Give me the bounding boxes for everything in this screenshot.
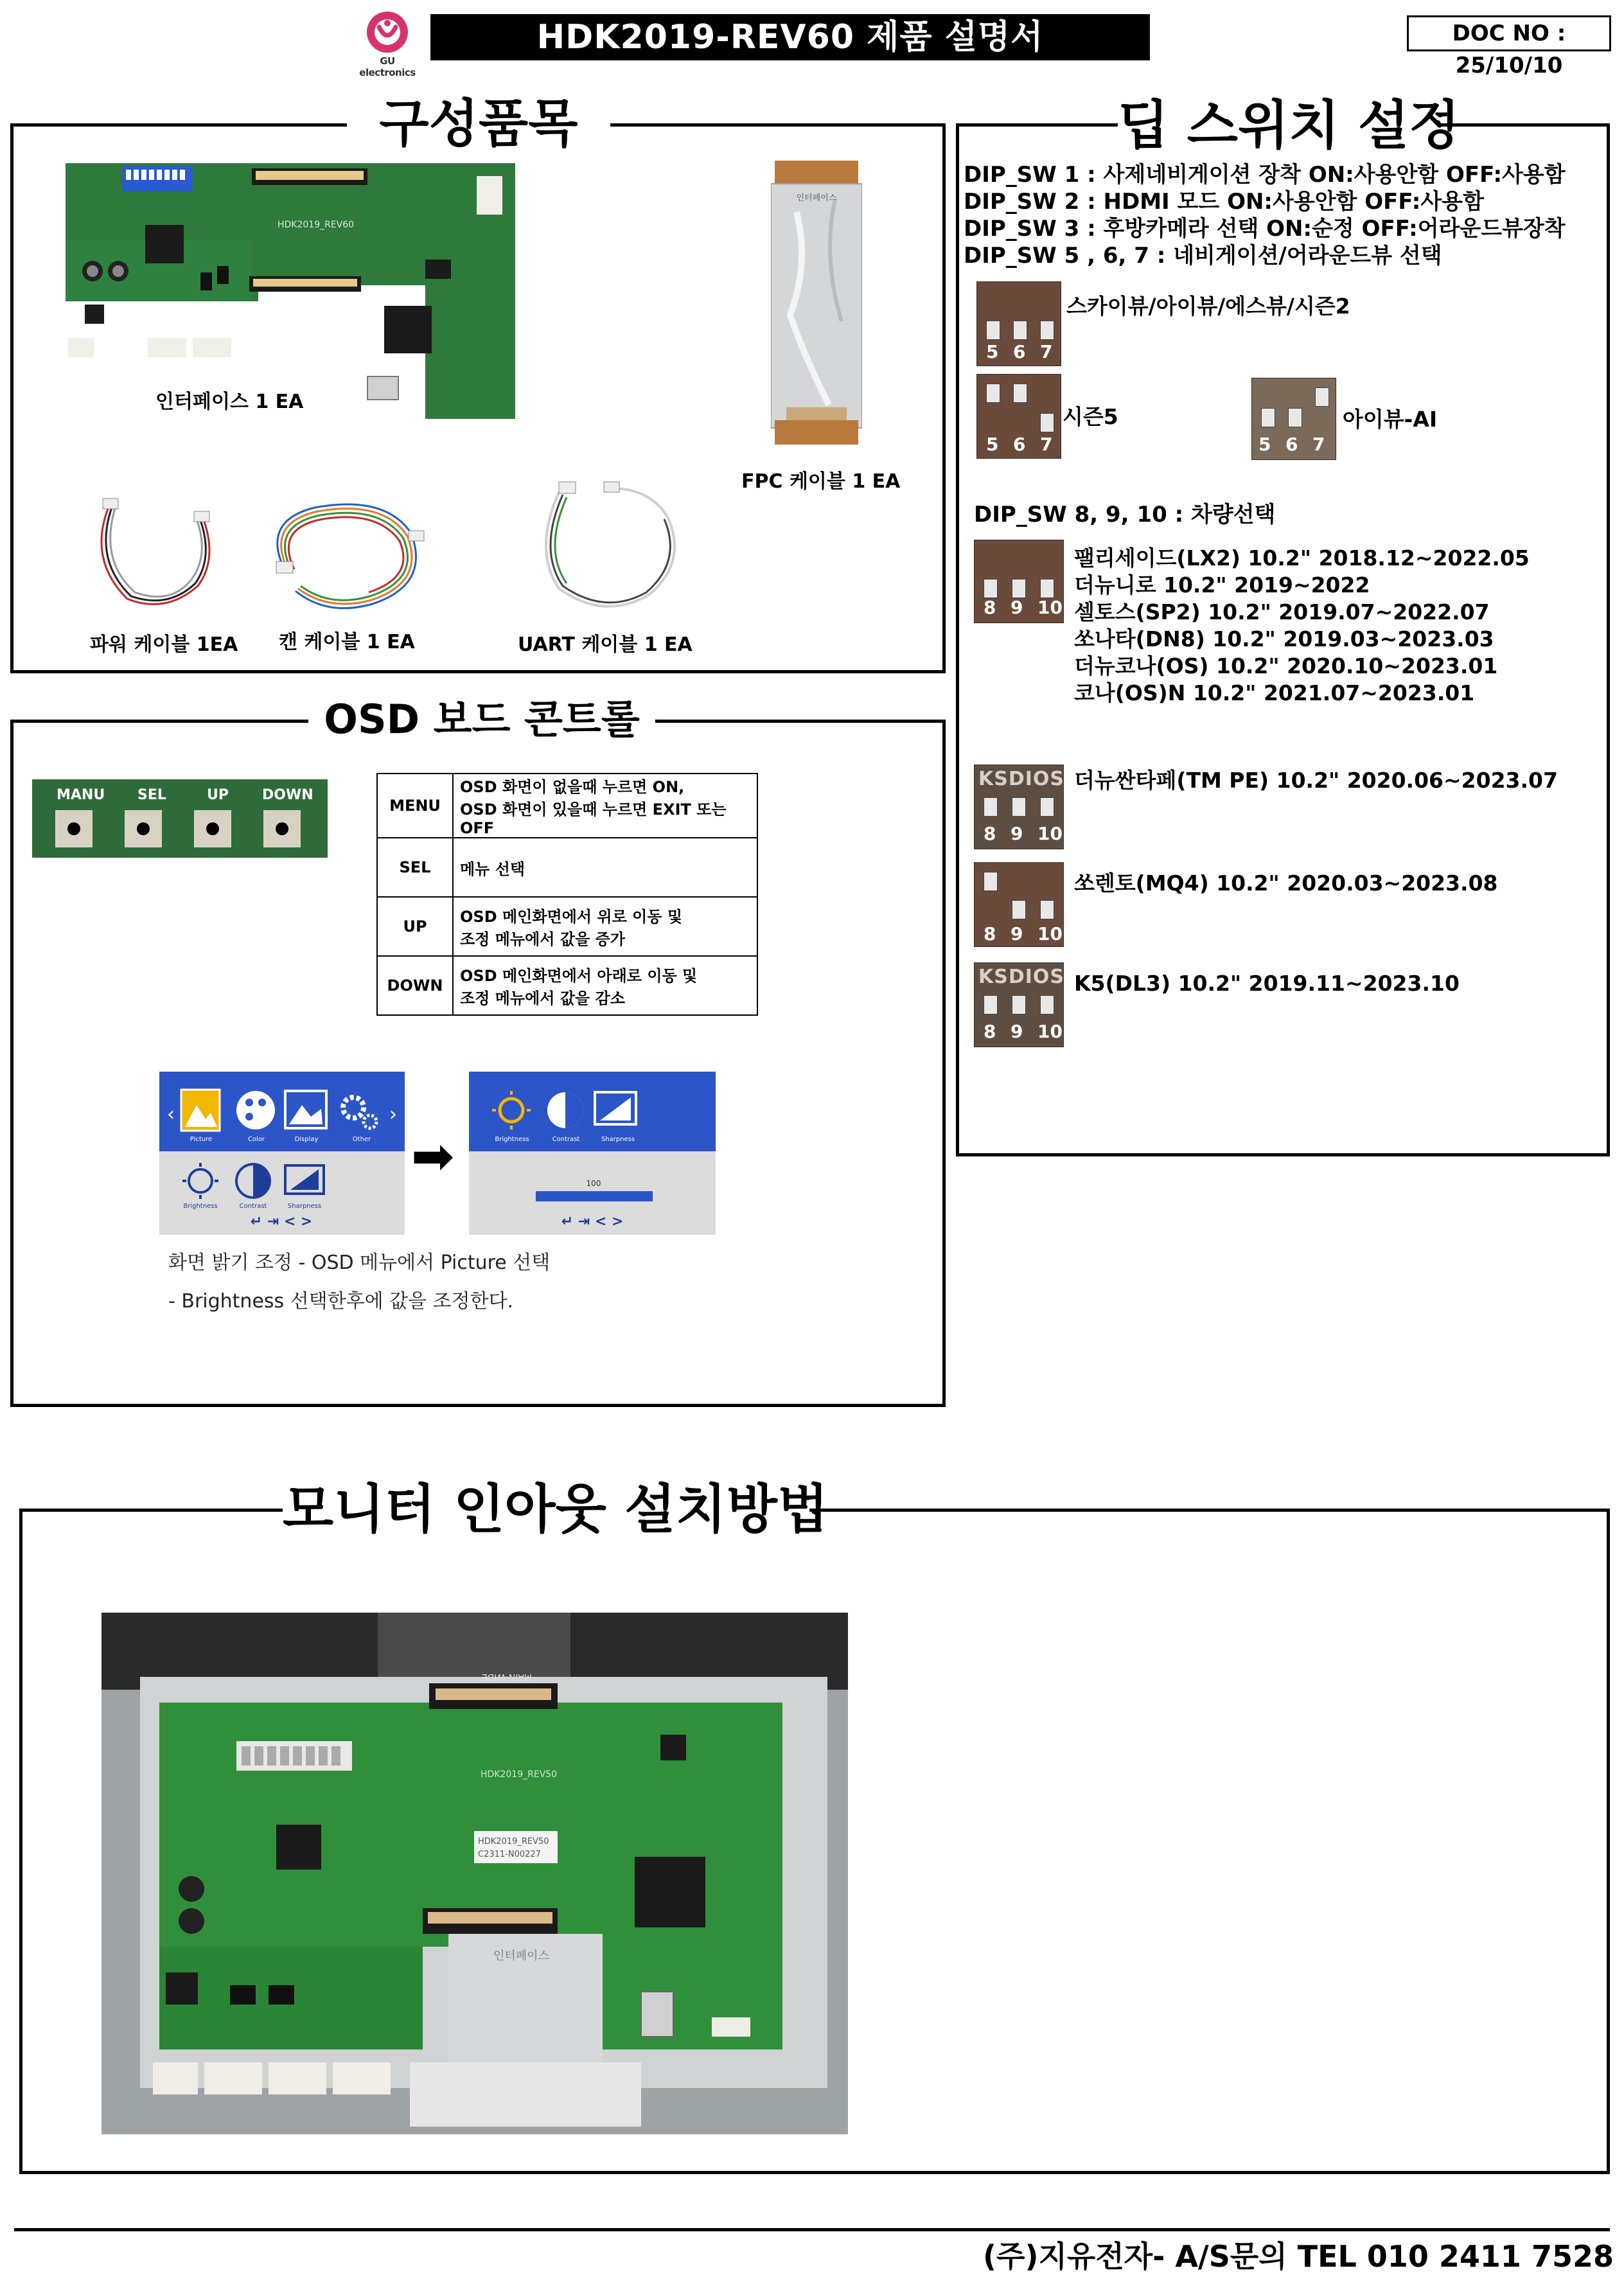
power-cable-caption: 파워 케이블 1EA [90, 633, 238, 656]
osd-control-table [376, 773, 758, 1016]
dip-switch-567-option3: 5 6 7 [1251, 378, 1336, 460]
vehicle-osn: 코나(OS)N 10.2" 2021.07~2023.01 [1074, 680, 1475, 705]
nav-option-3: 아이뷰-AI [1343, 407, 1438, 432]
up-button[interactable] [194, 810, 231, 847]
sel-button[interactable] [125, 810, 162, 847]
fpc-cable-photo [771, 161, 862, 445]
osd-note-2: - Brightness 선택한후에 값을 조정한다. [168, 1290, 514, 1313]
board-silkscreen: HDK2019_REV60 [278, 220, 355, 230]
board-caption: 인터페이스 1 EA [155, 391, 304, 413]
svg-text:HDK2019_REV50: HDK2019_REV50 [481, 1769, 558, 1780]
table-row: UP OSD 메인화면에서 위로 이동 및 조정 메뉴에서 값을 증가 [377, 897, 757, 956]
fpc-label: 인터페이스 [796, 193, 837, 203]
down-button[interactable] [263, 810, 301, 847]
table-row: SEL 메뉴 선택 [377, 838, 757, 897]
dip-switch-title: 딥 스위치 설정 [1118, 95, 1460, 156]
display-icon [285, 1091, 326, 1128]
fpc-caption: FPC 케이블 1 EA [741, 470, 901, 493]
osd-note-1: 화면 밝기 조정 - OSD 메뉴에서 Picture 선택 [168, 1252, 551, 1274]
page-title: HDK2019-REV60 제품 설명서 [430, 14, 1150, 60]
vehicle-dl3: K5(DL3) 10.2" 2019.11~2023.10 [1074, 971, 1460, 996]
osd-brightness-screen: 100 ↵ ⇥ < > Brightness Contrast Sharpness [469, 1072, 716, 1235]
color-icon [236, 1091, 275, 1129]
document-number: DOC NO : 25/10/10 [1407, 15, 1611, 51]
brightness-icon [182, 1163, 218, 1199]
svg-text:HDK2019_REV50: HDK2019_REV50 [478, 1837, 549, 1846]
gear-icon [343, 1097, 376, 1128]
vehicle-select-title: DIP_SW 8, 9, 10 : 차량선택 [974, 502, 1276, 527]
dip-sw1-line: DIP_SW 1 : 사제네비게이션 장착 ON:사용안함 OFF:사용함 [964, 162, 1566, 188]
svg-text:‹: ‹ [167, 1103, 175, 1126]
dip-sw3-line: DIP_SW 3 : 후방카메라 선택 ON:순정 OFF:어라운드뷰장착 [964, 216, 1566, 242]
nav-option-2: 시즌5 [1063, 404, 1118, 429]
osd-main-menu-screen: ‹ › ↵ ⇥ < > Picture Color Display Other Brightness Contrast Sharpness [159, 1072, 405, 1235]
footer-contact: (주)지유전자- A/S문의 TEL 010 2411 7528 [983, 2239, 1614, 2274]
dip-switch-8910-mq4: 8 9 10 [974, 862, 1064, 947]
svg-text:↵ ⇥ < >: ↵ ⇥ < > [561, 1214, 624, 1230]
can-cable-caption: 캔 케이블 1 EA [279, 631, 415, 653]
svg-text:인터페이스: 인터페이스 [493, 1949, 549, 1963]
dip-switch-8910-group1: 8 9 10 [974, 540, 1064, 623]
osd-button-board: MANU SEL UP DOWN [32, 779, 328, 858]
sharpness-icon [595, 1092, 636, 1124]
installed-board-photo [102, 1613, 848, 2134]
can-cable-photo [257, 495, 437, 617]
dip-switch-567-option2: 5 6 7 [976, 374, 1061, 459]
arrow-icon: ➡ [411, 1126, 455, 1186]
logo-text: GU electronics [359, 55, 416, 78]
svg-text:C2311-N00227: C2311-N00227 [478, 1850, 541, 1859]
nav-option-1: 스카이뷰/아이뷰/에스뷰/시즌2 [1066, 294, 1350, 319]
picture-icon [181, 1090, 220, 1131]
dip-switch-8910-tm: KSDIOS 8 9 10 [974, 765, 1064, 849]
brightness-icon [492, 1091, 531, 1129]
interface-board-photo [66, 163, 515, 419]
uart-cable-photo [533, 473, 687, 613]
dip-sw2-line: DIP_SW 2 : HDMI 모드 ON:사용안함 OFF:사용함 [964, 189, 1484, 215]
vehicle-dn8: 쏘나타(DN8) 10.2" 2019.03~2023.03 [1074, 626, 1494, 651]
uart-cable-caption: UART 케이블 1 EA [518, 633, 693, 656]
table-row: DOWN OSD 메인화면에서 아래로 이동 및 조정 메뉴에서 값을 감소 [377, 956, 757, 1015]
svg-text:100: 100 [586, 1179, 601, 1188]
contrast-icon [236, 1164, 270, 1198]
vehicle-lx2: 팰리세이드(LX2) 10.2" 2018.12~2022.05 [1074, 545, 1530, 571]
sharpness-icon [285, 1165, 324, 1194]
vehicle-mq4: 쏘렌토(MQ4) 10.2" 2020.03~2023.08 [1074, 871, 1498, 896]
svg-text:MAIN-WIDE: MAIN-WIDE [481, 1672, 532, 1682]
dip-switch-567-option1: 5 6 7 [976, 281, 1061, 366]
dip-switch-8910-dl3: KSDIOS 8 9 10 [974, 962, 1064, 1047]
svg-text:›: › [389, 1103, 397, 1126]
dip-sw567-line: DIP_SW 5 , 6, 7 : 네비게이션/어라운드뷰 선택 [964, 243, 1442, 269]
contrast-icon [547, 1092, 583, 1128]
vehicle-os: 더뉴코나(OS) 10.2" 2020.10~2023.01 [1074, 653, 1498, 678]
menu-button[interactable] [55, 810, 93, 847]
vehicle-tm-pe: 더뉴싼타페(TM PE) 10.2" 2020.06~2023.07 [1074, 768, 1558, 793]
power-cable-photo [89, 496, 224, 614]
vehicle-niro: 더뉴니로 10.2" 2019~2022 [1074, 572, 1370, 598]
footer-divider [14, 2228, 1610, 2231]
components-title: 구성품목 [347, 95, 610, 153]
osd-title: OSD 보드 콘트롤 [308, 694, 655, 745]
install-title: 모니터 인아웃 설치방법 [283, 1478, 809, 1542]
vehicle-sp2: 셀토스(SP2) 10.2" 2019.07~2022.07 [1074, 599, 1490, 624]
svg-text:↵ ⇥ < >: ↵ ⇥ < > [250, 1214, 313, 1230]
table-row: MENU OSD 화면이 없을때 누르면 ON, OSD 화면이 있을때 누르면 EXIT 또는 OFF [377, 774, 757, 838]
